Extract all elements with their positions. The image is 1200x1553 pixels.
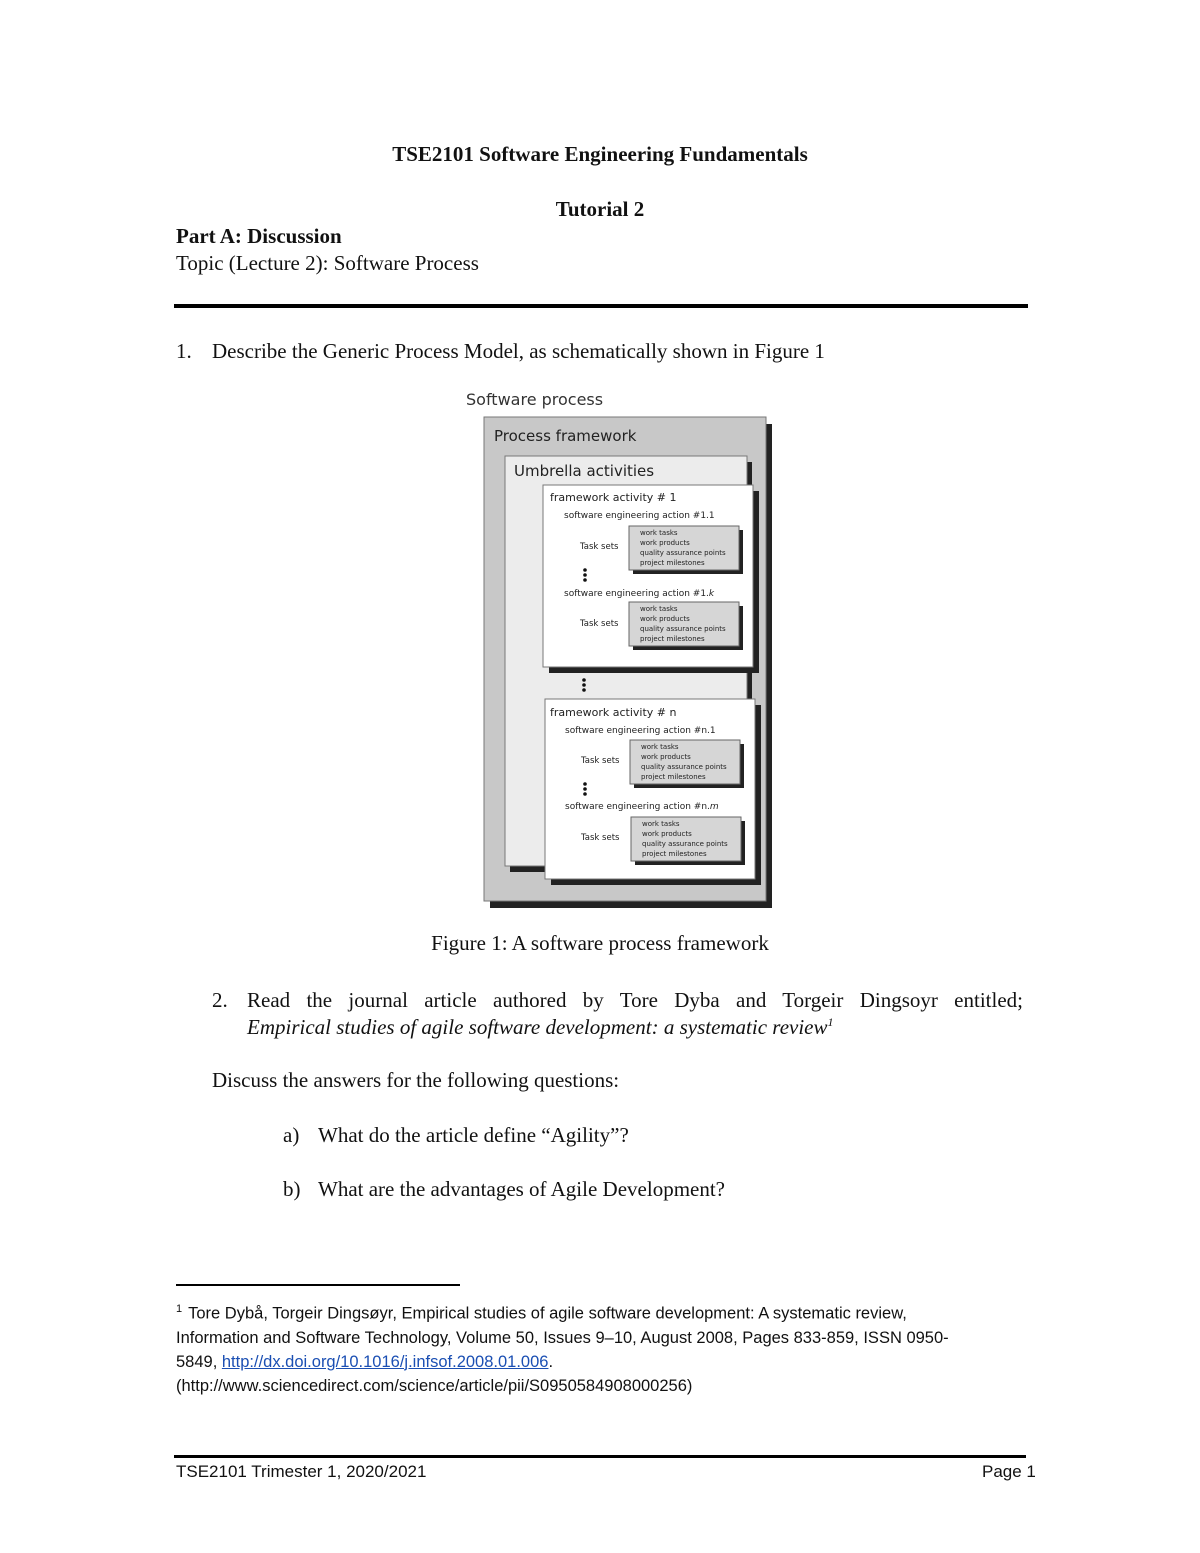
footer-page-number: Page 1: [982, 1462, 1036, 1481]
footnote: [176, 1297, 1026, 1398]
task-item: work products: [640, 615, 690, 623]
vertical-ellipsis-icon: [582, 678, 586, 692]
question-2-number: 2.: [212, 988, 228, 1012]
task-sets-label: Task sets: [581, 756, 620, 766]
footnote-line-1: $^1$ Tore Dybå, Torgeir Dingsøyr, Empirical studies of agile software development: A systematic review,: [176, 1303, 907, 1323]
task-item: project milestones: [640, 635, 705, 643]
framework-activity-n-label: framework activity # n: [550, 706, 677, 719]
sub-question-a-label: a): [283, 1123, 300, 1147]
footnote-divider: [176, 1284, 460, 1286]
activity-1-action-1-label: software engineering action #1.1: [564, 511, 715, 521]
question-1-number: 1.: [176, 339, 192, 363]
vertical-ellipsis-icon: [583, 782, 587, 796]
task-sets-label: Task sets: [581, 833, 620, 843]
course-title: TSE2101 Software Engineering Fundamentals: [392, 142, 808, 166]
framework-activity-1-label: framework activity # 1: [550, 491, 677, 504]
task-item: project milestones: [640, 559, 705, 567]
part-heading: Part A: Discussion: [176, 224, 342, 248]
task-item: work products: [642, 830, 692, 838]
task-item: work products: [641, 753, 691, 761]
process-framework-label: Process framework: [494, 427, 637, 445]
task-item: quality assurance points: [640, 625, 726, 633]
task-item: work products: [640, 539, 690, 547]
vertical-ellipsis-icon: [583, 568, 587, 582]
task-sets-label: Task sets: [580, 619, 619, 629]
footnote-line-4: (http://www.sciencedirect.com/science/article/pii/S0950584908000256): [176, 1376, 693, 1395]
activity-n-action-m-label: software engineering action #n.m: [565, 802, 719, 812]
article-title-text: Empirical studies of agile software development: a systematic review: [247, 1015, 828, 1039]
question-2-text: Read the journal article authored by Tore Dyba and Torgeir Dingsoyr entitled;: [247, 988, 1023, 1012]
footer-course-term: TSE2101 Trimester 1, 2020/2021: [176, 1462, 427, 1481]
sub-question-a-text: What do the article define “Agility”?: [318, 1123, 629, 1147]
footnote-line-2: Information and Software Technology, Volume 50, Issues 9–10, August 2008, Pages 833-859, ISSN 0950-: [176, 1328, 949, 1347]
task-item: work tasks: [642, 820, 680, 828]
discuss-instruction: Discuss the answers for the following questions:: [212, 1068, 620, 1092]
tutorial-title: Tutorial 2: [555, 197, 645, 221]
software-process-label: Software process: [466, 390, 604, 409]
footnote-marker: 1: [176, 1303, 183, 1315]
article-title: [247, 1015, 834, 1040]
doi-link[interactable]: http://dx.doi.org/10.1016/j.infsof.2008.01.006: [221, 1352, 549, 1371]
footer-divider: [174, 1455, 1026, 1458]
sub-question-b-text: What are the advantages of Agile Development?: [318, 1177, 725, 1201]
task-item: quality assurance points: [641, 763, 727, 771]
task-sets-label: Task sets: [580, 542, 619, 552]
task-item: work tasks: [640, 605, 678, 613]
task-item: project milestones: [642, 850, 707, 858]
task-item: quality assurance points: [640, 549, 726, 557]
header-divider: [174, 304, 1028, 308]
topic-line: Topic (Lecture 2): Software Process: [176, 251, 479, 275]
activity-1-action-k-label: software engineering action #1.k: [564, 589, 715, 599]
sub-question-b-label: b): [283, 1177, 301, 1201]
question-1-text: Describe the Generic Process Model, as schematically shown in Figure 1: [212, 339, 825, 363]
activity-n-action-1-label: software engineering action #n.1: [565, 726, 716, 736]
task-item: work tasks: [640, 529, 678, 537]
umbrella-activities-label: Umbrella activities: [514, 462, 655, 480]
footnote-reference[interactable]: 1: [827, 1015, 834, 1029]
task-item: quality assurance points: [642, 840, 728, 848]
task-item: work tasks: [641, 743, 679, 751]
figure-caption: Figure 1: A software process framework: [431, 931, 769, 955]
task-item: project milestones: [641, 773, 706, 781]
footnote-line-3: 5849, http://dx.doi.org/10.1016/j.infsof.2008.01.006.: [176, 1352, 554, 1371]
software-process-figure: [460, 384, 780, 914]
